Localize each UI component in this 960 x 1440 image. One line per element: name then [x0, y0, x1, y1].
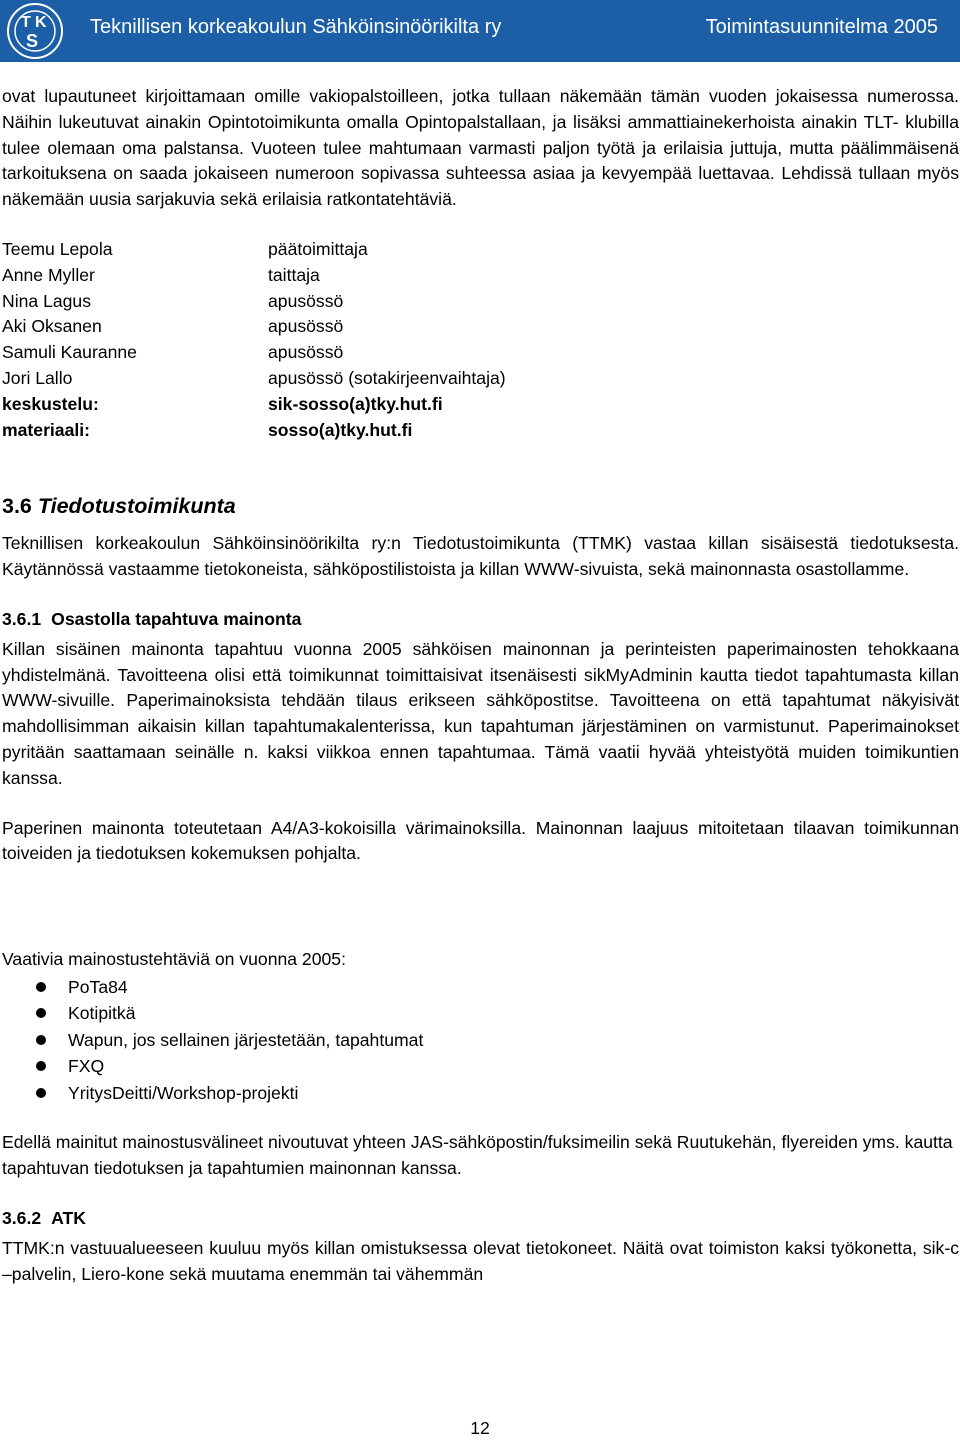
document-body	[0, 84, 960, 1287]
contact-label: keskustelu:	[2, 393, 99, 414]
section-number: 3.6	[2, 494, 32, 519]
staff-list	[2, 237, 959, 443]
contact-email: sosso(a)tky.hut.fi	[268, 419, 413, 440]
staff-name: Anne Myller	[2, 264, 95, 285]
svg-text:T: T	[21, 14, 31, 31]
subsection-title: Osastolla tapahtuva mainonta	[51, 608, 302, 629]
svg-text:S: S	[26, 31, 39, 51]
contact-label: materiaali:	[2, 419, 91, 440]
bullet-icon	[36, 1088, 46, 1098]
section-paragraph: Teknillisen korkeakoulun Sähköinsinöörikilta ry:n Tiedotustoimikunta (TTMK) vastaa killan sisäisestä tiedotuksesta. Käytännössä vastaamme tietokoneista, sähköpostilistoista ja killan WWW-sivuista, sekä mainonnasta osastollamme.	[2, 533, 959, 580]
list-item-text: YritysDeitti/Workshop-projekti	[68, 1082, 299, 1103]
subsection-title: ATK	[51, 1208, 86, 1229]
staff-role: taittaja	[268, 264, 320, 285]
staff-name: Teemu Lepola	[2, 238, 113, 259]
staff-role: apusössö	[268, 290, 344, 311]
section-title: Tiedotustoimikunta	[37, 494, 236, 519]
section-heading	[2, 493, 959, 519]
svg-text:K: K	[35, 14, 47, 31]
header-organization: Teknillisen korkeakoulun Sähköinsinöörikilta ry	[90, 16, 502, 38]
subsection-paragraph: TTMK:n vastuualueeseen kuuluu myös killan omistuksessa olevat tietokoneet. Näitä ovat toimiston kaksi työkonetta, sik-c –palvelin, Liero-kone sekä muutama enemmän tai vähemmän	[2, 1237, 959, 1284]
staff-role: apusössö (sotakirjeenvaihtaja)	[268, 367, 506, 388]
bullet-icon	[36, 1035, 46, 1045]
intro-paragraph: ovat lupautuneet kirjoittamaan omille vakiopalstoilleen, jotka tullaan näkemään tämän vuoden jokaisessa numerossa. Näihin lukeutuvat ainakin Opintotoimikunta omalla Opintopalstallaan, ja lisäksi ammattiainekerhoista ainakin TLT- klubilla tulee olemaan oma palstansa. Vuoteen tulee mahtumaan varmasti paljon työtä ja erilaisia juttuja, mutta päälimmäisenä tarkoituksena on saada jokaiseen numeroon sopivassa suhteessa asiaa ja kevyempää luettavaa. Lehdissä tullaan myös näkemään uusia sarjakuvia sekä erilaisia ratkontatehtäviä.	[2, 86, 959, 210]
contact-email: sik-sosso(a)tky.hut.fi	[268, 393, 443, 414]
header-document-title: Toimintasuunnitelma 2005	[705, 16, 938, 38]
staff-role: päätoimittaja	[268, 238, 368, 259]
subsection-heading	[2, 607, 959, 633]
task-list	[2, 974, 959, 1107]
list-item-text: PoTa84	[68, 976, 128, 997]
subsection-heading	[2, 1206, 959, 1232]
subsection-number: 3.6.2	[2, 1208, 42, 1229]
staff-role: apusössö	[268, 316, 344, 337]
page-number: 12	[470, 1418, 490, 1438]
list-item	[2, 1080, 959, 1107]
bullet-icon	[36, 1061, 46, 1071]
subsection-number: 3.6.1	[2, 608, 42, 629]
list-item-text: FXQ	[68, 1056, 105, 1077]
staff-name: Samuli Kauranne	[2, 342, 137, 363]
list-item-text: Kotipitkä	[68, 1003, 136, 1024]
staff-name: Nina Lagus	[2, 290, 92, 311]
list-item	[2, 974, 959, 1001]
guild-logo-icon	[6, 2, 64, 60]
subsection-paragraph: Edellä mainitut mainostusvälineet nivoutuvat yhteen JAS-sähköpostin/fuksimeilin sekä Ruutukehän, flyereiden yms. kautta tapahtuvan tiedotuksen ja tapahtumien mainonnan kanssa.	[2, 1132, 953, 1179]
page-header	[0, 0, 960, 62]
subsection-paragraph: Killan sisäinen mainonta tapahtuu vuonna 2005 sähköisen mainonnan ja perinteisten paperimainosten tehokkaana yhdistelmänä. Tavoitteena olisi että toimikunnat toimittaisivat itsenäisesti sikMyAdminin kautta tiedot tapahtumasta killan WWW-sivuille. Paperimainoksista tehdään tilaus erikseen sähköpostitse. Tavoitteena on että tapahtumat näkyisivät mahdollisimman aikaisin killan tapahtumakalenterissa, kun tapahtuman järjestäminen on varmistunut. Paperimainokset pyritään saattamaan seinälle n. kaksi viikkoa ennen tapahtumaa. Tämä vaatii hyvää yhteistyötä muiden toimikuntien kanssa.	[2, 638, 959, 788]
staff-name: Aki Oksanen	[2, 316, 102, 337]
list-intro: Vaativia mainostustehtäviä on vuonna 2005:	[2, 949, 346, 970]
list-item	[2, 1027, 959, 1054]
staff-role: apusössö	[268, 342, 344, 363]
list-item	[2, 1053, 959, 1080]
bullet-icon	[36, 1008, 46, 1018]
bullet-icon	[36, 982, 46, 992]
list-item	[2, 1000, 959, 1027]
subsection-paragraph: Paperinen mainonta toteutetaan A4/A3-kokoisilla värimainoksilla. Mainonnan laajuus mitoitetaan tilaavan toimikunnan toiveiden ja tiedotuksen kokemuksen pohjalta.	[2, 817, 959, 864]
list-item-text: Wapun, jos sellainen järjestetään, tapahtumat	[68, 1029, 424, 1050]
staff-name: Jori Lallo	[2, 367, 73, 388]
